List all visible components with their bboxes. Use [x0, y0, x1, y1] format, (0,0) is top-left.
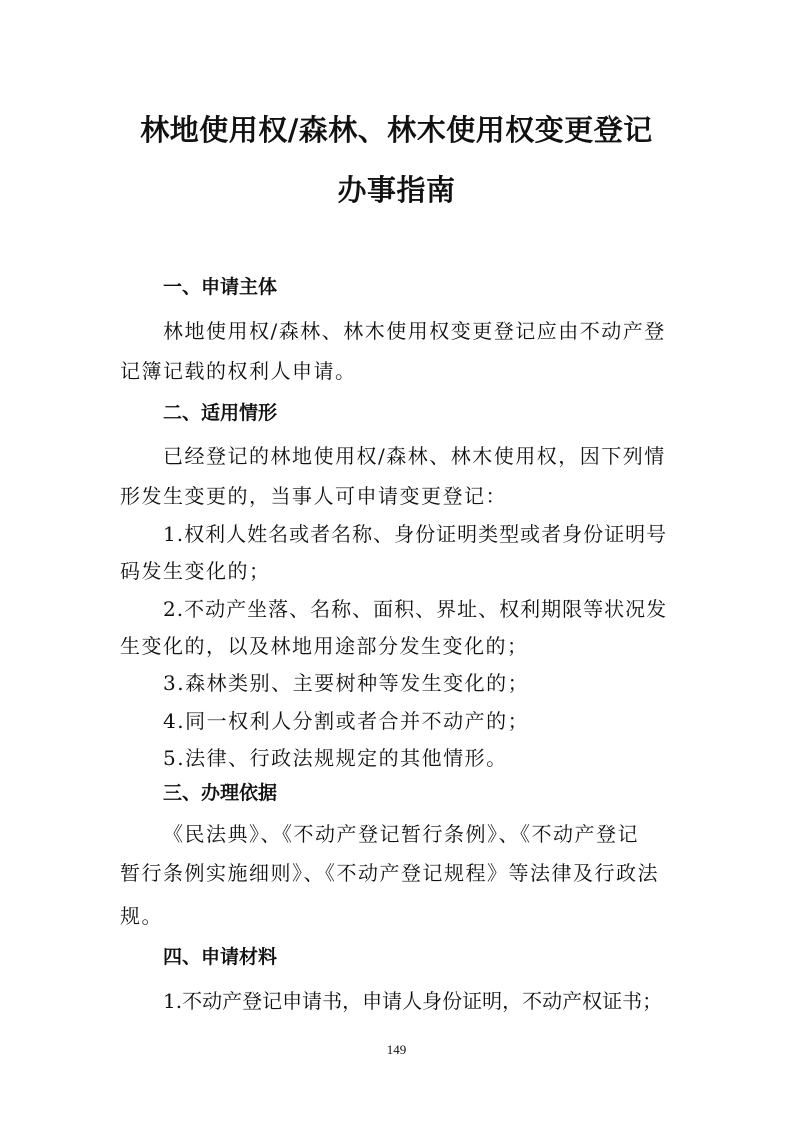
- section-heading-applicable-cases: 二、适用情形: [163, 402, 278, 424]
- paragraph-line: 记簿记载的权利人申请。: [120, 359, 357, 383]
- list-item: 4.同一权利人分割或者合并不动产的；: [163, 709, 530, 733]
- section-heading-legal-basis: 三、办理依据: [163, 782, 278, 804]
- list-item-line: 2.不动产坐落、名称、面积、界址、权利期限等状况发: [163, 597, 668, 621]
- section-heading-applicant: 一、申请主体: [163, 276, 278, 298]
- paragraph-line: 《民法典》、《不动产登记暂行条例》、《不动产登记: [163, 822, 639, 846]
- paragraph-line: 形发生变更的，当事人可申请变更登记：: [120, 484, 507, 508]
- paragraph-line: 暂行条例实施细则》、《不动产登记规程》等法律及行政法: [120, 861, 659, 885]
- document-title-line-1: 林地使用权/森林、林木使用权变更登记: [140, 113, 653, 147]
- page-number: 149: [386, 1042, 407, 1057]
- list-item-line: 生变化的，以及林地用途部分发生变化的；: [120, 634, 529, 658]
- list-item: 3.森林类别、主要树种等发生变化的；: [163, 671, 530, 695]
- paragraph-line: 规。: [120, 904, 163, 928]
- section-heading-materials: 四、申请材料: [163, 946, 278, 968]
- paragraph-line: 林地使用权/森林、林木使用权变更登记应由不动产登: [163, 319, 666, 343]
- document-title-line-2: 办事指南: [337, 173, 456, 207]
- list-item-line: 1.权利人姓名或者名称、身份证明类型或者身份证明号: [163, 522, 668, 546]
- list-item: 5.法律、行政法规规定的其他情形。: [163, 746, 508, 770]
- list-item: 1.不动产登记申请书，申请人身份证明，不动产权证书；: [163, 989, 663, 1013]
- paragraph-line: 已经登记的林地使用权/森林、林木使用权，因下列情: [163, 444, 666, 468]
- list-item-line: 码发生变化的；: [120, 559, 271, 583]
